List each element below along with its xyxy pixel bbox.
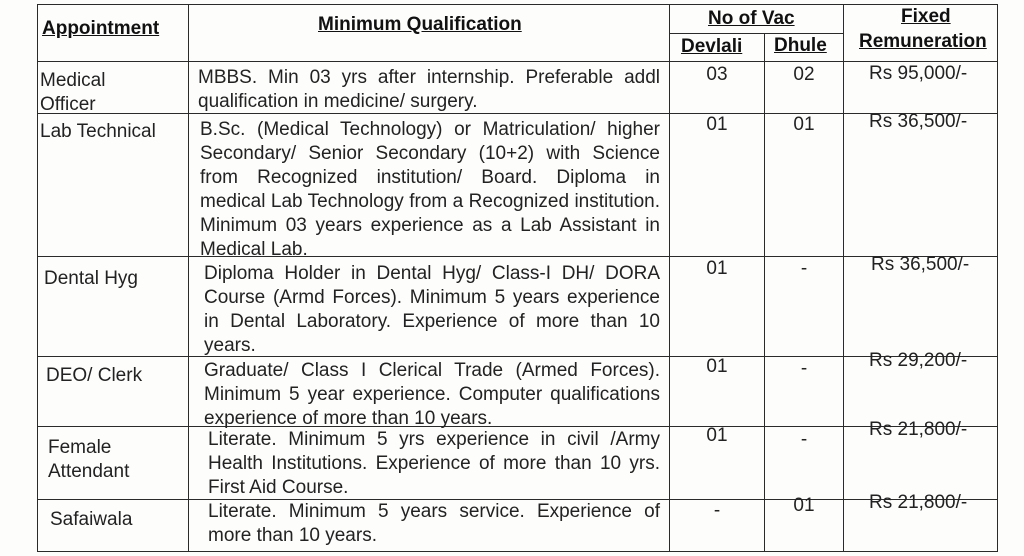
header-remuneration-line1: Fixed <box>901 6 951 27</box>
grid-line <box>997 4 998 552</box>
remuneration-value: Rs 21,800/- <box>869 419 968 440</box>
dhule-count: - <box>800 358 808 379</box>
remuneration-value: Rs 36,500/- <box>869 111 968 132</box>
header-appointment: Appointment <box>42 18 160 39</box>
appointment-cell <box>40 120 156 144</box>
devlali-count: 01 <box>706 425 728 446</box>
devlali-count: - <box>713 500 721 521</box>
header-dhule: Dhule <box>774 35 827 56</box>
appointment-line: DEO/ Clerk <box>46 365 143 386</box>
remuneration-value: Rs 29,200/- <box>869 350 968 371</box>
dhule-count: 01 <box>793 495 815 516</box>
dhule-count: 01 <box>793 114 815 135</box>
appointment-cell <box>48 436 129 484</box>
appointment-cell <box>50 508 132 532</box>
grid-line <box>764 34 765 552</box>
remuneration-value: Rs 21,800/- <box>869 492 968 513</box>
devlali-count: 01 <box>706 114 728 135</box>
header-remuneration-line2: Remuneration <box>859 31 987 52</box>
appointment-line: Attendant <box>48 461 130 482</box>
grid-line <box>37 61 998 62</box>
grid-line <box>37 4 38 552</box>
header-vacancies: No of Vac <box>708 8 795 29</box>
appointment-line: Dental Hyg <box>44 268 138 289</box>
header-devlali: Devlali <box>681 36 743 57</box>
qualification-cell: Literate. Minimum 5 yrs experience in civil /Army Health Institutions. Experience of more than 10 yrs. First Aid Course. <box>208 429 660 498</box>
qualification-cell: Literate. Minimum 5 years service. Experience of more than 10 years. <box>208 501 660 546</box>
grid-line <box>37 551 998 552</box>
dhule-count: - <box>800 258 808 279</box>
header-qualification: Minimum Qualification <box>318 14 522 35</box>
grid-line <box>843 4 844 552</box>
devlali-count: 01 <box>706 356 728 377</box>
appointment-line: Lab Technical <box>40 121 156 142</box>
devlali-count: 03 <box>706 64 728 85</box>
appointment-cell <box>44 267 138 291</box>
qualification-cell: Graduate/ Class I Clerical Trade (Armed Forces). Minimum 5 year experience. Computer qualifications experience of more than 10 years. <box>204 360 660 429</box>
devlali-count: 01 <box>706 258 728 279</box>
grid-line <box>37 4 998 5</box>
dhule-count: - <box>800 429 808 450</box>
appointment-line: Safaiwala <box>50 509 133 530</box>
appointment-line: Female <box>48 437 112 458</box>
appointment-cell <box>46 364 142 388</box>
dhule-count: 02 <box>793 64 815 85</box>
qualification-cell: Diploma Holder in Dental Hyg/ Class-I DH/ DORA Course (Armd Forces). Minimum 5 years experience in Dental Laboratory. Experience of more than 10 years. <box>204 263 660 356</box>
remuneration-value: Rs 95,000/- <box>869 63 968 84</box>
appointment-line: Medical <box>40 70 106 91</box>
appointment-line: Officer <box>40 94 96 115</box>
appointment-cell <box>40 69 105 117</box>
qualification-cell: B.Sc. (Medical Technology) or Matriculation/ higher Secondary/ Senior Secondary (10+2) with Science from Recognized institution/ Board. Diploma in medical Lab Technology from a Recognized institution. Minimum 03 years experience as a Lab Assistant in Medical Lab. <box>200 119 660 260</box>
grid-line <box>188 4 189 552</box>
qualification-cell: MBBS. Min 03 yrs after internship. Preferable addl qualification in medicine/ surgery. <box>198 67 660 112</box>
remuneration-value: Rs 36,500/- <box>871 254 970 275</box>
